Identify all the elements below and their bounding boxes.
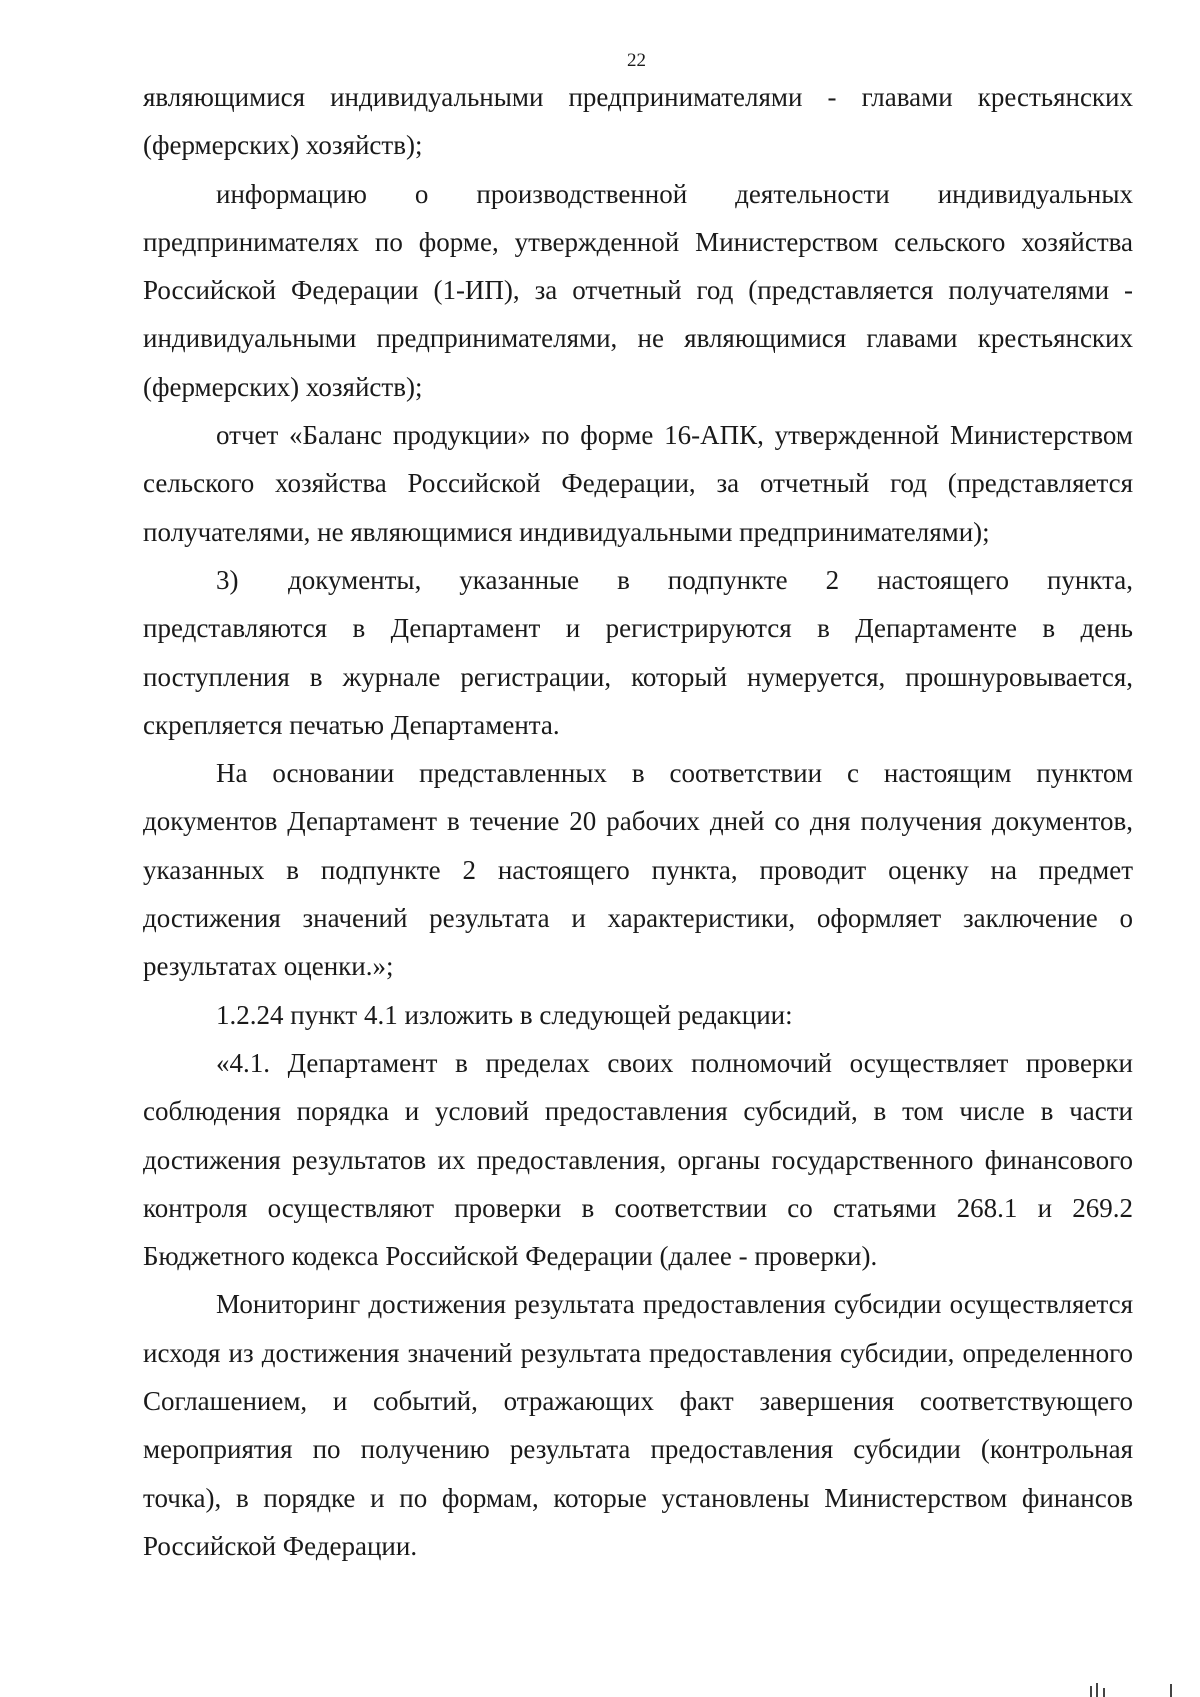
- item-number: 3): [216, 564, 239, 595]
- scan-artifact: [1090, 1686, 1092, 1697]
- paragraph-4-1: «4.1. Департамент в пределах своих полномочий осуществляет проверки соблюдения порядка и условий предоставления субсидий, в том числе в части достижения результатов их предоставления, органы государственного финансового контроля осуществляют проверки в соответствии со статьями 268.1 и 269.2 Бюджетного кодекса Российской Федерации (далее - проверки).: [143, 1047, 1133, 1272]
- paragraph-assessment: На основании представленных в соответствии с настоящим пунктом документов Департамент в течение 20 рабочих дней со дня получения документов, указанных в подпункте 2 настоящего пункта, проводит оценку на предмет достижения значений результата и характеристики, оформляет заключение о результатах оценки.»;: [143, 758, 1133, 982]
- paragraph-16apk-report: отчет «Баланс продукции» по форме 16-АПК, утвержденной Министерством сельского хозяйства Российской Федерации, за отчетный год (представляется получателями, не являющимися индивидуальными предпринимателями);: [143, 420, 1133, 547]
- scan-artifact: [1103, 1688, 1105, 1697]
- paragraph-item-3: [143, 556, 1133, 749]
- scan-artifact: [1096, 1683, 1098, 1697]
- scan-artifact: [1170, 1684, 1172, 1697]
- paragraph-monitoring: Мониторинг достижения результата предоставления субсидии осуществляется исходя из достижения значений результата предоставления субсидии, определенного Соглашением, и событий, отражающих факт завершения соответствующего мероприятия по получению результата предоставления субсидии (контрольная точка), в порядке и по формам, которые установлены Министерством финансов Российской Федерации.: [143, 1289, 1133, 1561]
- paragraph-continuation: являющимися индивидуальными предпринимателями - главами крестьянских (фермерских) хозяйств);: [143, 82, 1133, 161]
- document-body: [143, 73, 1133, 1570]
- item-text: документы, указанные в подпункте 2 настоящего пункта, представляются в Департамент и регистрируются в Департаменте в день поступления в журнале регистрации, который нумеруется, прошнуровывается, скрепляется печатью Департамента.: [143, 564, 1133, 740]
- paragraph-1ip-info: информацию о производственной деятельности индивидуальных предпринимателях по форме, утвержденной Министерством сельского хозяйства Российской Федерации (1-ИП), за отчетный год (представляется получателями - индивидуальными предпринимателями, не являющимися главами крестьянских (фермерских) хозяйств);: [143, 178, 1133, 402]
- page-number: 22: [627, 50, 646, 71]
- paragraph-1-2-24: 1.2.24 пункт 4.1 изложить в следующей редакции:: [216, 999, 793, 1030]
